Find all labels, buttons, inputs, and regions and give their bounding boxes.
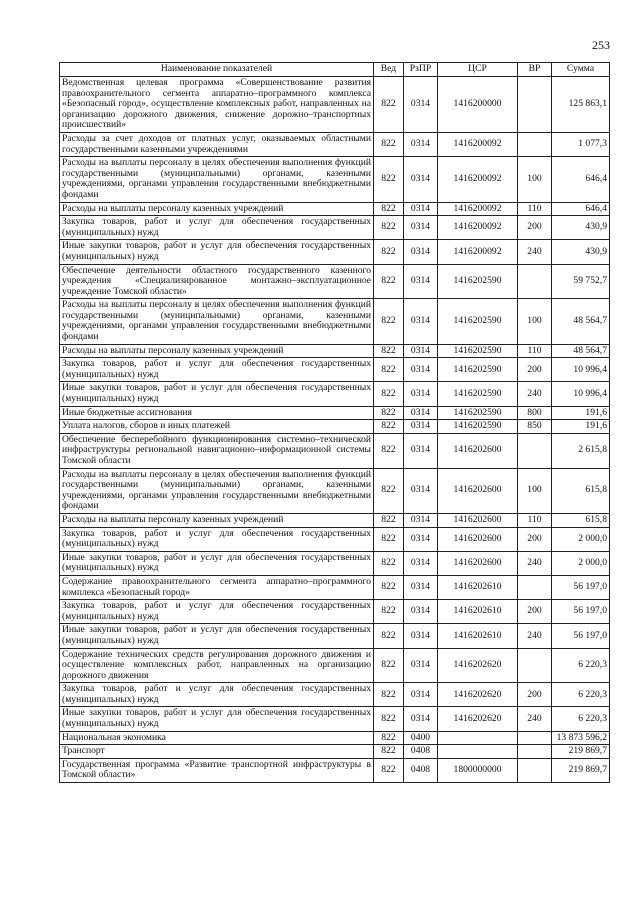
cell-sum: 56 197,0	[552, 624, 610, 648]
cell-ved: 822	[374, 157, 404, 202]
cell-sum: 191,6	[552, 420, 610, 434]
cell-ved: 822	[374, 77, 404, 133]
cell-name: Расходы на выплаты персоналу казенных учреждений	[60, 344, 374, 358]
cell-rzpr: 0408	[404, 758, 438, 782]
cell-rzpr: 0314	[404, 513, 438, 527]
cell-vr	[518, 264, 552, 299]
cell-ved: 822	[374, 240, 404, 264]
cell-csr: 1416200092	[438, 132, 518, 156]
cell-rzpr: 0314	[404, 202, 438, 216]
cell-rzpr: 0314	[404, 551, 438, 575]
cell-csr: 1416202590	[438, 299, 518, 344]
table-row	[60, 216, 610, 240]
cell-ved: 822	[374, 406, 404, 420]
cell-rzpr: 0314	[404, 406, 438, 420]
cell-csr: 1416202610	[438, 575, 518, 599]
table-row	[60, 624, 610, 648]
cell-rzpr: 0314	[404, 157, 438, 202]
table-row	[60, 513, 610, 527]
cell-ved: 822	[374, 575, 404, 599]
cell-csr: 1416202590	[438, 406, 518, 420]
header-csr: ЦСР	[438, 63, 518, 77]
cell-name: Закупка товаров, работ и услуг для обеспечения государственных (муниципальных) нужд	[60, 527, 374, 551]
cell-sum: 59 752,7	[552, 264, 610, 299]
cell-rzpr: 0314	[404, 264, 438, 299]
cell-name: Иные закупки товаров, работ и услуг для обеспечения государственных (муниципальных) нужд	[60, 707, 374, 731]
cell-ved: 822	[374, 216, 404, 240]
cell-name: Иные закупки товаров, работ и услуг для обеспечения государственных (муниципальных) нужд	[60, 240, 374, 264]
cell-vr	[518, 758, 552, 782]
cell-csr: 1416202600	[438, 433, 518, 468]
cell-vr: 100	[518, 299, 552, 344]
cell-ved: 822	[374, 624, 404, 648]
cell-sum: 13 873 596,2	[552, 731, 610, 745]
cell-name: Транспорт	[60, 745, 374, 759]
budget-table	[59, 62, 610, 783]
cell-ved: 822	[374, 731, 404, 745]
cell-sum: 10 996,4	[552, 382, 610, 406]
cell-sum: 1 077,3	[552, 132, 610, 156]
cell-rzpr: 0314	[404, 707, 438, 731]
cell-sum: 646,4	[552, 157, 610, 202]
cell-sum: 2 000,0	[552, 551, 610, 575]
cell-csr: 1416202590	[438, 344, 518, 358]
cell-ved: 822	[374, 468, 404, 513]
cell-rzpr: 0314	[404, 433, 438, 468]
cell-csr: 1416202600	[438, 551, 518, 575]
cell-sum: 56 197,0	[552, 575, 610, 599]
header-rzpr: РзПР	[404, 63, 438, 77]
cell-csr: 1416202600	[438, 513, 518, 527]
table-row	[60, 575, 610, 599]
cell-csr: 1416202590	[438, 420, 518, 434]
cell-sum: 191,6	[552, 406, 610, 420]
cell-sum: 430,9	[552, 216, 610, 240]
cell-vr: 110	[518, 344, 552, 358]
cell-ved: 822	[374, 513, 404, 527]
cell-rzpr: 0314	[404, 240, 438, 264]
cell-csr: 1416202620	[438, 707, 518, 731]
cell-csr: 1416202600	[438, 527, 518, 551]
cell-ved: 822	[374, 551, 404, 575]
cell-csr: 1416202620	[438, 648, 518, 683]
cell-rzpr: 0314	[404, 575, 438, 599]
table-row	[60, 600, 610, 624]
cell-rzpr: 0314	[404, 132, 438, 156]
table-row	[60, 551, 610, 575]
cell-vr	[518, 132, 552, 156]
cell-name: Расходы за счет доходов от платных услуг, оказываемых областными государственными казенными учреждениями	[60, 132, 374, 156]
table-row	[60, 433, 610, 468]
cell-ved: 822	[374, 707, 404, 731]
cell-sum: 646,4	[552, 202, 610, 216]
table-row	[60, 420, 610, 434]
table-row	[60, 527, 610, 551]
cell-sum: 6 220,3	[552, 707, 610, 731]
cell-rzpr: 0314	[404, 624, 438, 648]
cell-rzpr: 0314	[404, 420, 438, 434]
header-vr: ВР	[518, 63, 552, 77]
cell-vr: 200	[518, 600, 552, 624]
cell-csr: 1416202620	[438, 683, 518, 707]
cell-vr	[518, 77, 552, 133]
cell-vr: 240	[518, 382, 552, 406]
table-body	[60, 77, 610, 783]
cell-rzpr: 0314	[404, 600, 438, 624]
cell-rzpr: 0314	[404, 77, 438, 133]
cell-sum: 615,8	[552, 468, 610, 513]
cell-sum: 6 220,3	[552, 683, 610, 707]
table-header-row	[60, 63, 610, 77]
cell-name: Расходы на выплаты персоналу в целях обеспечения выполнения функций государственными (муниципальными) органами, казенными учреждениями, органами управления государственными внебюджетными фондами	[60, 157, 374, 202]
cell-sum: 10 996,4	[552, 358, 610, 382]
cell-sum: 430,9	[552, 240, 610, 264]
header-sum: Сумма	[552, 63, 610, 77]
cell-ved: 822	[374, 600, 404, 624]
cell-vr: 100	[518, 157, 552, 202]
cell-name: Содержание правоохранительного сегмента аппаратно–программного комплекса «Безопасный город»	[60, 575, 374, 599]
cell-vr	[518, 731, 552, 745]
cell-rzpr: 0408	[404, 745, 438, 759]
cell-rzpr: 0314	[404, 382, 438, 406]
cell-ved: 822	[374, 299, 404, 344]
cell-name: Расходы на выплаты персоналу казенных учреждений	[60, 513, 374, 527]
table-row	[60, 264, 610, 299]
table-row	[60, 240, 610, 264]
table-row	[60, 758, 610, 782]
cell-sum: 125 863,1	[552, 77, 610, 133]
cell-rzpr: 0314	[404, 216, 438, 240]
cell-vr	[518, 745, 552, 759]
cell-sum: 48 564,7	[552, 344, 610, 358]
table-row	[60, 344, 610, 358]
cell-csr: 1416200000	[438, 77, 518, 133]
cell-name: Расходы на выплаты персоналу в целях обеспечения выполнения функций государственными (муниципальными) органами, казенными учреждениями, органами управления государственными внебюджетными фондами	[60, 299, 374, 344]
table-row	[60, 358, 610, 382]
cell-ved: 822	[374, 648, 404, 683]
table-row	[60, 648, 610, 683]
cell-sum: 2 615,8	[552, 433, 610, 468]
cell-name: Государственная программа «Развитие транспортной инфраструктуры в Томской области»	[60, 758, 374, 782]
cell-vr: 800	[518, 406, 552, 420]
cell-csr: 1800000000	[438, 758, 518, 782]
cell-vr: 850	[518, 420, 552, 434]
table-row	[60, 132, 610, 156]
table-row	[60, 157, 610, 202]
table-row	[60, 202, 610, 216]
cell-ved: 822	[374, 358, 404, 382]
header-name: Наименование показателей	[60, 63, 374, 77]
cell-vr	[518, 575, 552, 599]
table-row	[60, 707, 610, 731]
cell-name: Национальная экономика	[60, 731, 374, 745]
cell-vr: 110	[518, 202, 552, 216]
cell-vr: 240	[518, 707, 552, 731]
cell-name: Закупка товаров, работ и услуг для обеспечения государственных (муниципальных) нужд	[60, 216, 374, 240]
cell-vr	[518, 433, 552, 468]
cell-csr	[438, 731, 518, 745]
table-row	[60, 77, 610, 133]
cell-rzpr: 0314	[404, 468, 438, 513]
cell-rzpr: 0314	[404, 648, 438, 683]
header-ved: Вед	[374, 63, 404, 77]
cell-rzpr: 0400	[404, 731, 438, 745]
cell-ved: 822	[374, 420, 404, 434]
cell-name: Иные закупки товаров, работ и услуг для обеспечения государственных (муниципальных) нужд	[60, 382, 374, 406]
cell-sum: 219 869,7	[552, 745, 610, 759]
cell-csr: 1416202610	[438, 624, 518, 648]
cell-csr	[438, 745, 518, 759]
table-row	[60, 382, 610, 406]
cell-csr: 1416200092	[438, 216, 518, 240]
cell-rzpr: 0314	[404, 299, 438, 344]
cell-csr: 1416202590	[438, 382, 518, 406]
cell-rzpr: 0314	[404, 344, 438, 358]
cell-csr: 1416202610	[438, 600, 518, 624]
cell-name: Иные бюджетные ассигнования	[60, 406, 374, 420]
cell-sum: 48 564,7	[552, 299, 610, 344]
cell-vr: 200	[518, 683, 552, 707]
table-row	[60, 299, 610, 344]
cell-name: Обеспечение бесперебойного функционирования системно–технической инфраструктуры региональной навигационно–информационной системы Томской области	[60, 433, 374, 468]
cell-sum: 2 000,0	[552, 527, 610, 551]
cell-name: Иные закупки товаров, работ и услуг для обеспечения государственных (муниципальных) нужд	[60, 624, 374, 648]
cell-ved: 822	[374, 758, 404, 782]
cell-vr: 100	[518, 468, 552, 513]
cell-rzpr: 0314	[404, 358, 438, 382]
cell-rzpr: 0314	[404, 683, 438, 707]
cell-name: Закупка товаров, работ и услуг для обеспечения государственных (муниципальных) нужд	[60, 358, 374, 382]
table-row	[60, 745, 610, 759]
cell-csr: 1416202590	[438, 264, 518, 299]
cell-csr: 1416202600	[438, 468, 518, 513]
cell-vr: 110	[518, 513, 552, 527]
cell-name: Содержание технических средств регулирования дорожного движения и осуществление комплексных работ, направленных на организацию дорожного движения	[60, 648, 374, 683]
cell-ved: 822	[374, 433, 404, 468]
cell-ved: 822	[374, 527, 404, 551]
cell-name: Закупка товаров, работ и услуг для обеспечения государственных (муниципальных) нужд	[60, 600, 374, 624]
cell-csr: 1416202590	[438, 358, 518, 382]
cell-sum: 56 197,0	[552, 600, 610, 624]
cell-vr: 200	[518, 527, 552, 551]
page-number: 253	[592, 38, 610, 52]
cell-vr: 240	[518, 551, 552, 575]
cell-vr: 200	[518, 358, 552, 382]
cell-ved: 822	[374, 202, 404, 216]
cell-sum: 219 869,7	[552, 758, 610, 782]
table-row	[60, 406, 610, 420]
table-row	[60, 683, 610, 707]
table-row	[60, 468, 610, 513]
cell-name: Расходы на выплаты персоналу казенных учреждений	[60, 202, 374, 216]
cell-vr: 240	[518, 624, 552, 648]
cell-name: Обеспечение деятельности областного государственного казенного учреждения «Специализированное монтажно–эксплуатационное учреждение Томской области»	[60, 264, 374, 299]
cell-rzpr: 0314	[404, 527, 438, 551]
cell-ved: 822	[374, 344, 404, 358]
cell-ved: 822	[374, 683, 404, 707]
cell-ved: 822	[374, 264, 404, 299]
cell-vr	[518, 648, 552, 683]
cell-sum: 615,8	[552, 513, 610, 527]
cell-name: Закупка товаров, работ и услуг для обеспечения государственных (муниципальных) нужд	[60, 683, 374, 707]
cell-csr: 1416200092	[438, 157, 518, 202]
cell-vr: 200	[518, 216, 552, 240]
cell-csr: 1416200092	[438, 202, 518, 216]
cell-ved: 822	[374, 745, 404, 759]
cell-name: Иные закупки товаров, работ и услуг для обеспечения государственных (муниципальных) нужд	[60, 551, 374, 575]
cell-vr: 240	[518, 240, 552, 264]
cell-name: Ведомственная целевая программа «Совершенствование развития правоохранительного сегмента аппаратно–программного комплекса «Безопасный город», осуществление комплексных работ, направленных на организацию дорожного движения, снижение дорожно–транспортных происшествий»	[60, 77, 374, 133]
cell-name: Уплата налогов, сборов и иных платежей	[60, 420, 374, 434]
cell-name: Расходы на выплаты персоналу в целях обеспечения выполнения функций государственными (муниципальными) органами, казенными учреждениями, органами управления государственными внебюджетными фондами	[60, 468, 374, 513]
table-row	[60, 731, 610, 745]
cell-ved: 822	[374, 132, 404, 156]
cell-sum: 6 220,3	[552, 648, 610, 683]
cell-csr: 1416200092	[438, 240, 518, 264]
cell-ved: 822	[374, 382, 404, 406]
